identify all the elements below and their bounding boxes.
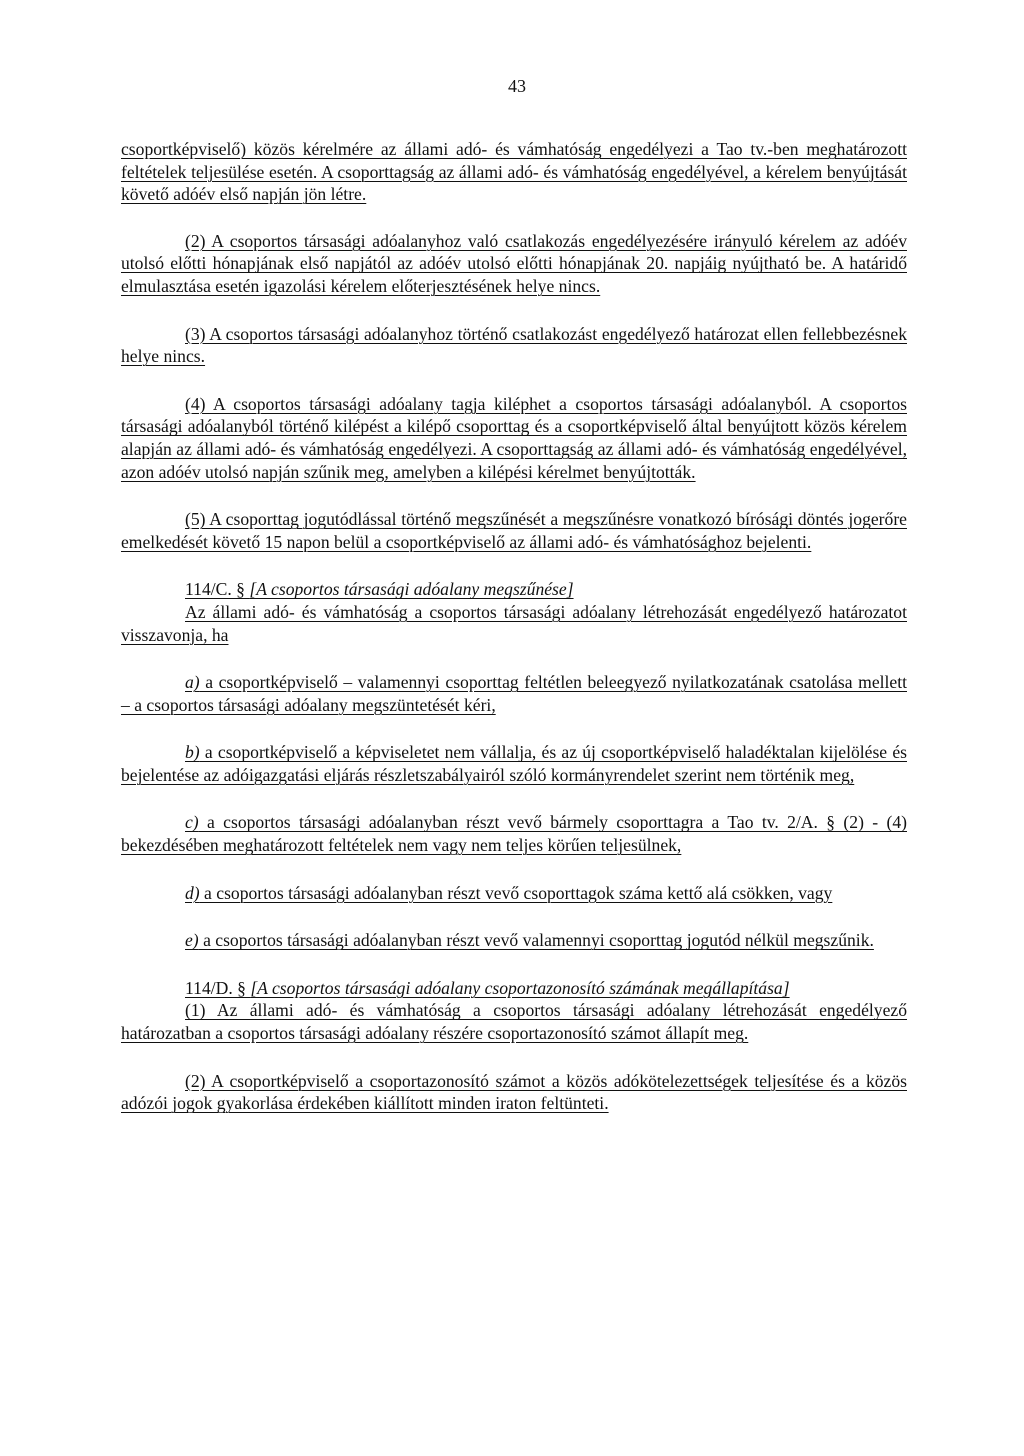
list-item-c [121,811,907,856]
paragraph-2: (2) A csoportos társasági adóalanyhoz való csatlakozás engedélyezésére irányuló kérelem az adóév utolsó előtti hónapjának első napjától az adóév utolsó előtti hónapjának 20. napjáig nyújtható be. A határidő elmulasztása esetén igazolási kérelem előterjesztésének helye nincs. [121,230,907,296]
list-item-text: a csoportképviselő a képviseletet nem vállalja, és az új csoportképviselő haladéktalan kijelölése és bejelentése az adóigazgatási eljárás részletszabályairól szóló kormányrendelet szerint nem történik meg, [121,742,907,785]
list-item-d [121,882,907,905]
paragraph-4: (4) A csoportos társasági adóalany tagja kiléphet a csoportos társasági adóalanyból. A csoportos társasági adóalanyból történő kilépést a kilépő csoporttag és a csoportképviselő által benyújtott közös kérelem alapján az állami adó- és vámhatóság engedélyezi. A csoporttagság az állami adó- és vámhatóság engedélyével, azon adóév utolsó napján szűnik meg, amelyben a kilépési kérelmet benyújtották. [121,393,907,482]
section-114c-number: 114/C. § [185,579,250,600]
list-item-text: a csoportos társasági adóalanyban részt vevő bármely csoporttagra a Tao tv. 2/A. § (2) - (4) bekezdésében meghatározott feltételek nem vagy nem teljes körűen teljesülnek, [121,812,907,856]
page-number: 43 [508,76,526,96]
paragraph-5: (5) A csoporttag jogutódlással történő megszűnését a megszűnésre vonatkozó bírósági döntés jogerőre emelkedését követő 15 napon belül a csoportképviselő az állami adó- és vámhatósághoz bejelenti. [121,509,907,552]
list-item-letter: b) [185,742,200,763]
paragraph-continuation: csoportképviselő) közös kérelmére az állami adó- és vámhatóság engedélyezi a Tao tv.-ben meghatározott feltételek teljesülése esetén. A csoporttagság az állami adó- és vámhatóság engedélyével, a kérelem benyújtását követő adóév első napján jön létre. [121,139,907,205]
list-item-letter: a) [185,672,200,693]
list-item-text: a csoportképviselő – valamennyi csoporttag feltétlen beleegyező nyilatkozatának csatolása mellett – a csoportos társasági adóalany megszüntetését kéri, [121,672,907,715]
paragraph-3: (3) A csoportos társasági adóalanyhoz történő csatlakozást engedélyező határozat ellen fellebbezésnek helye nincs. [121,323,907,367]
list-item-b [121,741,907,786]
section-114c-title: [A csoportos társasági adóalany megszűnése] [249,579,574,600]
list-item-text: a csoportos társasági adóalanyban részt vevő valamennyi csoporttag jogutód nélkül megszűnik. [198,930,874,951]
section-114d-title: [A csoportos társasági adóalany csoportazonosító számának megállapítása] [250,977,790,998]
list-item-text: a csoportos társasági adóalanyban részt vevő csoporttagok száma kettő alá csökken, vagy [199,882,833,903]
section-114c-heading [121,578,907,601]
section-114d-paragraph-1: (1) Az állami adó- és vámhatóság a csoportos társasági adóalany létrehozását engedélyező határozatban a csoportos társasági adóalany részére csoportazonosító számot állapít meg. [121,1000,907,1044]
document-body [121,138,907,1140]
section-114d-paragraph-2: (2) A csoportképviselő a csoportazonosító számot a közös adókötelezettségek teljesítése és a közös adózói jogok gyakorlása érdekében kiállított minden iraton feltünteti. [121,1070,907,1114]
section-114c-intro: Az állami adó- és vámhatóság a csoportos társasági adóalany létrehozását engedélyező határozatot visszavonja, ha [121,601,907,645]
list-item-a [121,671,907,716]
section-114d-heading [121,977,907,1000]
section-114d-number: 114/D. § [185,977,251,998]
list-item-letter: d) [185,882,200,903]
list-item-letter: e) [185,930,199,951]
list-item-letter: c) [185,812,199,833]
list-item-e [121,929,907,952]
